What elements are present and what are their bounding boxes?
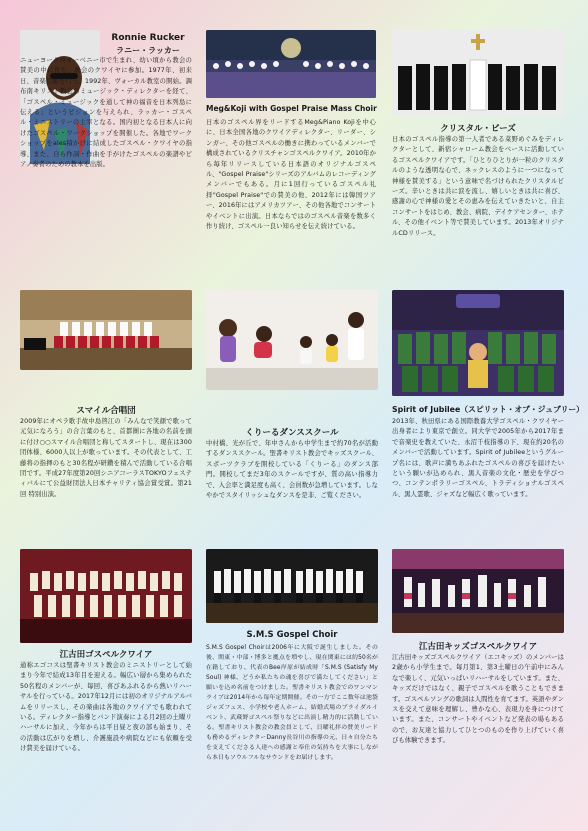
jubilee-photo [392, 290, 564, 396]
crystal-text: 日本のゴスペル指導の第一人者である菜野めぐみをディレクターとして、新宿シャローム教会をベースに活動しているゴスペルクワイアです。「ひとりひとりが一粒のクリスタルのような透明な心で、ネックレスのように一つになって神様を賛美する」という意味で名づけられたクリスタルビーズ。辛いときは共に涙を流し、嬉しいときは共に喜び、感謝の心で神様の愛とその恵みを伝えていきたいと、自主コンサートをはじめ、教会、病院、デイケアセンター、ホテル、その他イベント等で賛美しています。2013年オリジナルCDリリース。 [392, 136, 564, 237]
edogawa-text: 通称エゴコスは聖書キリスト教会のミニストリーとして始まり今年で結成13年目を迎える。幅広い層から集められた50名程のメンバーが、毎回、喜びあふれるから熱いリハーサルを行っている。2017年12月には初のオリジナルアルバムをリリースし、その楽曲は各地のクワイアでも歌われている。ディレクター指導とバンド演奏による月2回の土曜リハーサルに加え、今年からは平日昼と夜の部も始まり、その活動は広がりを増し、介護施設や病院などにも依頼を受け賛美を届けている。 [20, 662, 192, 753]
kururu-text: 中村橋、光が丘で、年中さんから中学生まで約70名が活動するダンススクール。聖書キリスト教会でキッズスクール、スポーツクラブを開校している「くりーる」のダンス部門。開校してまだ3年のスクールですが、質の高い指導力で、入会率と満足度も高く、会員数が急増しています。しなやかでスタイリッシュなダンスを是非、ご覧ください。 [206, 440, 378, 500]
edogawa-title: 江古田ゴスペルクワイア [59, 650, 153, 660]
sms-text: S.M.S Gospel Choirは2006年に大阪で誕生しました。その後、関東・中部・博多と拠点を増やし、現在関東には約50名が在籍しており、代表のBee岸原が結成時「S.M.S (Satisfy My Soul) 神様、どうか私たちの魂を喜びで満たしてください」と願いを込め名前をつけました。聖書キリスト教会でのワンマンライブは2014年から毎年定期開催。その一方でここ数年は池袋ジャズフェス、小学校や老人ホーム、結婚式場のブライダルイベント、武蔵野ゴスペル祭りなどに出演し精力的に活動している。聖書キリスト教会の教会員として、日曜礼拝の賛美リードも務めるディレクターDanny長谷川の指導の元、日々自分たちを支えてくださる人達への感謝と奉仕の気持ちを大事にしながら本日もソウルフルなサウンドをお届けします。 [206, 645, 378, 761]
sms-photo [206, 549, 378, 623]
megkoji-text: 日本のゴスペル界をリードするMeg&Piano Kojiを中心に、日本全国各地のクワイアディレクター、リーダー、シンガー、その他ゴスペルの働きに携わっているメンバーで構成されているクリスチャンゴスペルクワイア。2010年から毎年リリースしている日本語のオリジナルゴスペル、"Gospel Praise"シリーズのアルバムのレコーディングメンバーでもある。月に1回行っているゴスペル礼拝"Gospel Praise"での賛美の他、2012年には韓国ツアー、2016年にはアメリカツアー、その他各地でコンサートやイベントに出演。日本ならではのゴスペル音楽を数多く作り続け、ゴスペル一良い知らせを伝え続けている。 [206, 119, 376, 231]
ronnie-name-ja: ラニー・ラッカー [116, 46, 180, 55]
kids-title: 江古田キッズゴスペルクワイア [418, 642, 538, 652]
megkoji-photo [206, 30, 376, 98]
ronnie-name-en: Ronnie Rucker [111, 33, 185, 43]
sms-title: S.M.S Gospel Choir [246, 630, 338, 640]
smile-photo [20, 290, 192, 370]
megkoji-title: Meg&Koji with Gospel Praise Mass Choir [206, 104, 377, 113]
smile-text: 2009年にオペラ歌手故中島啓江の「みんなで笑顔で歌って元気になろう」の合言葉のもと、首都圏に各地の名前を頭に付け○○スマイル合唱団と称してスタートし、現在は300団体様、6000人以上が歌っています。その代表として、工藤将の指揮のもと30名程が研鑽を積んで活動している合唱団です。平成27年度第20回シニアコーラスTOKYOフェスティバルにて公益財団法人日本チャリティ協会賞受賞。第21回 特別出演。 [20, 418, 192, 498]
kururu-title: くりーるダンススクール [245, 428, 339, 438]
ronnie-text: ニューヨーク州オーベニー市で生まれ、幼い頃から教会の賛美の中に育ち、教会のクワイヤに参加。1977年、初来日、音楽活動を行う。1992年、ヴォーカル教室の開始。調布南キリスト教会のミュージック・ディレクターを経て、「ゴスペル・ミュージックを通して神の福音を日本列島に伝える」というビジョンを与えられ、ラッカー・ゴスペル・ミニストリーの主宰となる。国内初となる日本人に向けたゴスペル・ワークショップを開催した。各地でワークショップをales積かけに結成したゴスペル・クワイヤの指導、また、自ら作詞・作曲を手がけたゴスペルの楽譜やピアノ奏者のための教本を出版。 [20, 57, 192, 169]
edogawa-photo [20, 549, 192, 643]
jubilee-text: 2013年、秋田県にある国際教養大学ゴスペル・クワイヤー出身者により東京で創立。同大学で2005年から2017年まで音楽史を教えていた、永沼千枝指導の下、現在約20名のメンバーで活動しています。Spirit of Jubileeというグループ名には、歌声に満ちあふれたゴスペルの喜びを届けたいという願いが込められ、黒人音楽の文化・歴史を学びつつ、コンテンポラリーゴスペル、トラディショナルゴスペル、黒人霊歌、ジャズなど幅広く歌っています。 [392, 418, 564, 498]
kids-text: 江古田キッズゴスペルクワイア（エコキッズ）のメンバーは2歳から小学生まで。毎月第1、第3土曜日の午前中にみんなで楽しく、元気いっぱいリハーサルをしています。また、キッズだけではなく、親子でゴスペルを歌うこともできます。ゴスペルソングの歌詞は人間性を育てます。英語やダンスを交えて意味を理解し、豊かな心、表現力を身につけています。また、コンサートやイベントなど発表の場もあるので、お友達と協力してひとつのものを作り上げていく喜びも体験できます。 [392, 654, 564, 745]
kids-photo [392, 549, 564, 633]
crystal-title: クリスタル・ビーズ [440, 124, 516, 134]
crystal-photo [392, 30, 564, 116]
kururu-photo [206, 290, 378, 390]
smile-title: スマイル合唱団 [76, 406, 136, 416]
jubilee-title: Spirit of Jubilee（スピリット・オブ・ジュブリー） [392, 405, 584, 414]
